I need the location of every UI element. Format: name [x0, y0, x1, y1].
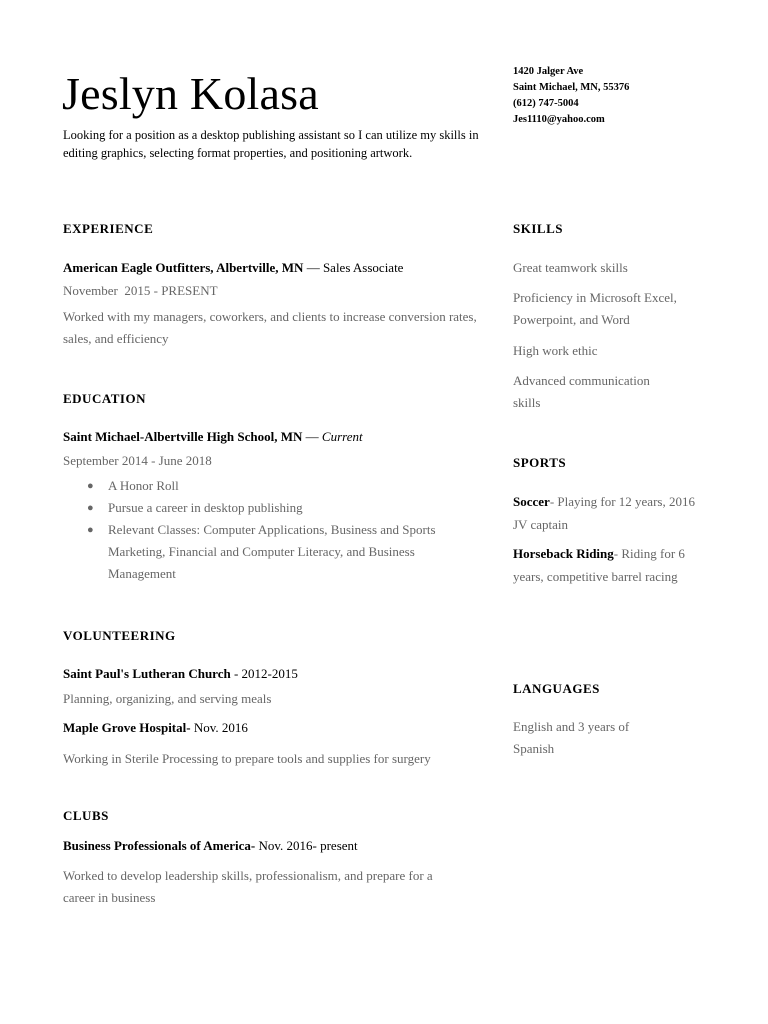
volunteering-date-1: - 2012-2015 [230, 666, 298, 681]
bullet-icon: ● [87, 524, 94, 536]
clubs-org: Business Professionals of America- [63, 838, 256, 853]
clubs-heading: CLUBS [63, 808, 109, 823]
list-item: ● Pursue a career in desktop publishing [63, 497, 478, 519]
sport-item [513, 490, 698, 536]
experience-role: Sales Associate [322, 260, 404, 275]
languages-heading: LANGUAGES [513, 681, 600, 696]
experience-title [63, 258, 403, 278]
education-title [63, 427, 363, 447]
experience-description: Worked with my managers, coworkers, and clients to increase conversion rates, sales, and efficiency [63, 309, 477, 346]
volunteering-heading: VOLUNTEERING [63, 628, 176, 643]
experience-heading: EXPERIENCE [63, 221, 154, 236]
clubs-title [63, 836, 358, 856]
experience-separator: — [303, 260, 323, 275]
volunteering-description-1: Planning, organizing, and serving meals [63, 691, 272, 706]
skills-heading: SKILLS [513, 221, 563, 236]
education-bullets [63, 475, 478, 585]
contact-email: Jes1110@yahoo.com [513, 114, 605, 125]
volunteering-entry-1-title [63, 664, 298, 684]
education-heading: EDUCATION [63, 391, 146, 406]
bullet-icon: ● [87, 502, 94, 514]
clubs-description: Worked to develop leadership skills, professionalism, and prepare for a career in business [63, 868, 433, 905]
volunteering-org-1: Saint Paul's Lutheran Church [63, 666, 231, 681]
bullet-icon: ● [87, 480, 94, 492]
sport-name: Horseback Riding [513, 546, 614, 561]
volunteering-org-2: Maple Grove Hospital- [63, 720, 191, 735]
sport-detail: - Playing for 12 years, 2016 JV captain [513, 494, 695, 532]
skill-item: High work ethic [513, 343, 598, 358]
volunteering-description-2: Working in Sterile Processing to prepare tools and supplies for surgery [63, 751, 431, 766]
list-item: ● A Honor Roll [63, 475, 478, 497]
volunteering-entry-2-title [63, 718, 248, 738]
contact-address-line2: Saint Michael, MN, 55376 [513, 82, 630, 93]
experience-employer: American Eagle Outfitters, Albertville, MN [63, 260, 304, 275]
skill-item: Proficiency in Microsoft Excel, Powerpoint, and Word [513, 290, 677, 327]
list-item: ● Relevant Classes: Computer Applications, Business and Sports Marketing, Financial and Computer Literacy, and Business Management [63, 519, 478, 585]
clubs-date: Nov. 2016- present [255, 838, 358, 853]
sports-heading: SPORTS [513, 455, 567, 470]
skill-item: Advanced communication skills [513, 373, 650, 410]
education-status: Current [321, 429, 363, 444]
experience-dates: November 2015 - PRESENT [63, 283, 218, 298]
sport-item [513, 542, 688, 588]
sport-detail: - Riding for 6 years, competitive barrel racing [513, 546, 685, 584]
objective-statement: Looking for a position as a desktop publishing assistant so I can utilize my skills in editing graphics, selecting format properties, and positioning artwork. [63, 128, 479, 160]
contact-block [513, 64, 733, 128]
education-school: Saint Michael-Albertville High School, MN [63, 429, 303, 444]
sport-name: Soccer [513, 494, 550, 509]
contact-phone: (612) 747-5004 [513, 98, 579, 109]
candidate-name: Jeslyn Kolasa [62, 68, 319, 119]
volunteering-date-2: Nov. 2016 [190, 720, 248, 735]
education-dates: September 2014 - June 2018 [63, 453, 212, 468]
education-separator: — [302, 429, 322, 444]
contact-address-line1: 1420 Jalger Ave [513, 66, 584, 77]
skill-item: Great teamwork skills [513, 260, 628, 275]
languages-text: English and 3 years of Spanish [513, 719, 630, 756]
